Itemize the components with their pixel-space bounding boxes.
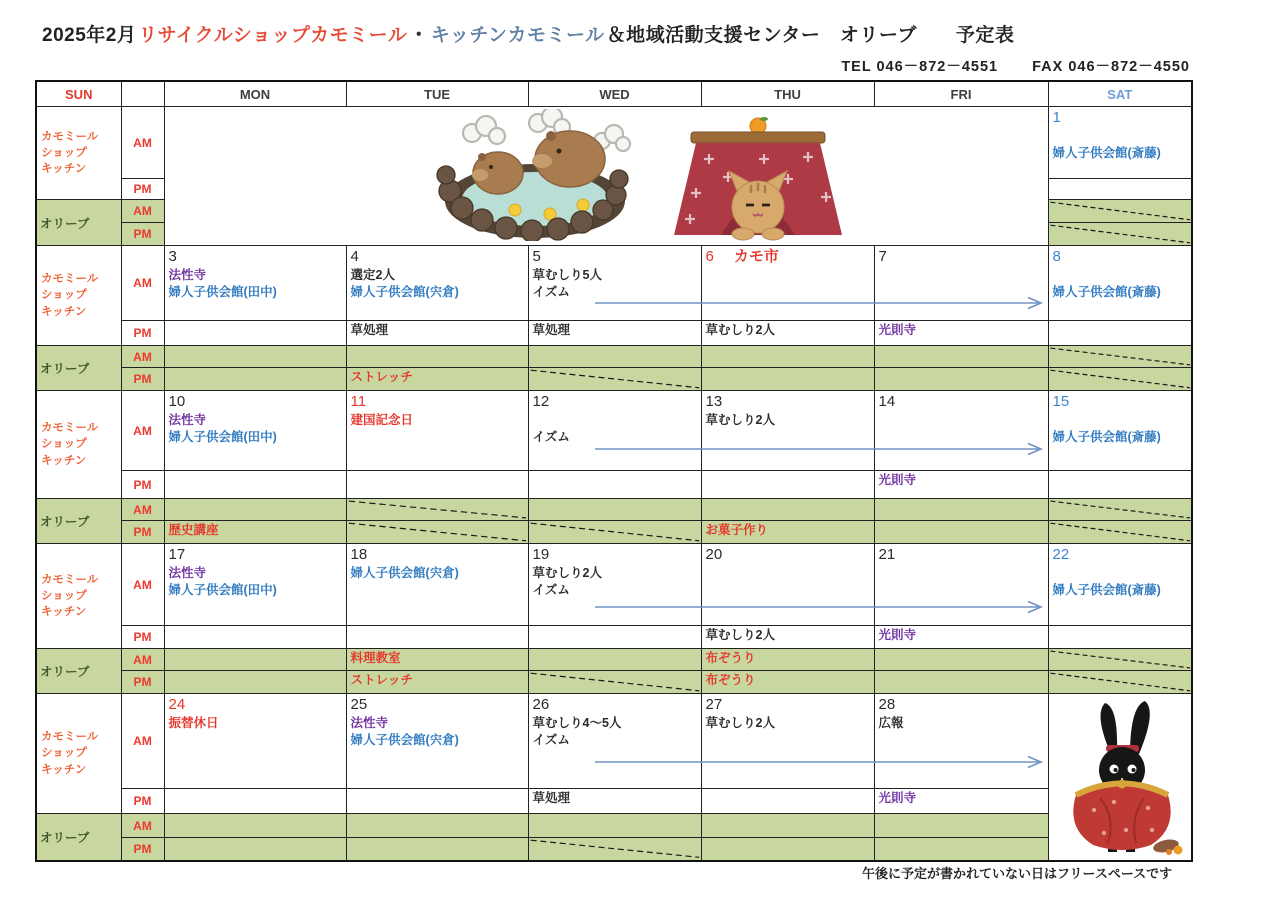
group-label-line: ショップ (41, 747, 87, 760)
group-label-kamomile (36, 246, 121, 346)
date-row (533, 247, 697, 267)
cell-wed-am (528, 544, 701, 626)
cell-wed-pm (528, 321, 701, 346)
olive-cell-sat-am (1048, 200, 1192, 223)
date-number: 14 (878, 393, 896, 410)
cell-tue-am (346, 544, 528, 626)
olive-cell-fri-am (874, 499, 1048, 521)
group-label-line: キッチン (41, 163, 87, 176)
cell-thu-pm (701, 321, 874, 346)
crossed-out-lines (1049, 671, 1192, 693)
crossed-out-lines (1049, 223, 1192, 245)
cell-tue-am (346, 246, 528, 321)
olive-cell-sat-am (1048, 499, 1192, 521)
title-separator: ・ (409, 25, 429, 46)
olive-cell-thu-pm (701, 838, 874, 861)
am-label: AM (121, 544, 164, 626)
event-line: 婦人子供会館(斎藤) (1052, 284, 1161, 299)
event-line: 法性寺 (168, 268, 207, 282)
week4-am-row (36, 544, 1192, 626)
am-label: AM (121, 246, 164, 321)
event-line: 振替休日 (168, 716, 219, 730)
olive-cell-fri-pm (874, 838, 1048, 861)
olive-cell-fri-am (874, 649, 1048, 671)
cell-wed-pm (528, 471, 701, 499)
pm-label: PM (121, 626, 164, 649)
olive-cell-mon-pm (164, 521, 346, 544)
crossed-out-lines (1049, 521, 1192, 543)
cell-fri-pm (874, 471, 1048, 499)
cell-tue-pm (346, 626, 528, 649)
group-label-line: カモミール (41, 422, 99, 435)
group-label-line: ショップ (41, 589, 87, 602)
olive-cell-mon-am (164, 649, 346, 671)
crossed-out-lines (1049, 499, 1192, 520)
event-line (1053, 565, 1188, 582)
day-header-tue: TUE (346, 81, 528, 107)
footer-note: 午後に予定が書かれていない日はフリースペースです (862, 866, 1173, 881)
event-line: 草むしり5人 (532, 268, 602, 282)
am-label: AM (121, 391, 164, 471)
date-row (706, 545, 870, 565)
calendar-area (35, 80, 1193, 862)
olive-pm-label: PM (121, 838, 164, 861)
event-line: 婦人子供会館(斎藤) (1052, 145, 1161, 160)
olive-pm-label: PM (121, 223, 164, 246)
event-line: 婦人子供会館(斎藤) (1052, 582, 1161, 597)
olive-event-line: ストレッチ (350, 673, 413, 687)
olive-am-label: AM (121, 649, 164, 671)
contact-line (841, 55, 1190, 76)
date-row (533, 545, 697, 565)
date-row (169, 695, 342, 715)
rabbit-illustration (1056, 698, 1186, 856)
olive-cell-sat-am (1048, 649, 1192, 671)
date-number: 22 (1052, 546, 1070, 563)
olive-cell-tue-am (346, 499, 528, 521)
olive-cell-wed-pm (528, 368, 701, 391)
olive-cell-thu-am (701, 499, 874, 521)
cell-fri-pm (874, 789, 1048, 814)
olive-am-label: AM (121, 346, 164, 368)
olive-cell-mon-pm (164, 368, 346, 391)
cell-fri-am (874, 544, 1048, 626)
date-row (879, 545, 1044, 565)
cell-sat-am (1048, 107, 1192, 179)
event-line: 草むしり2人 (705, 716, 775, 730)
event-line: 草処理 (532, 323, 571, 337)
event-line (1053, 412, 1188, 429)
event-line: 光則寺 (878, 473, 917, 487)
date-row (706, 695, 870, 715)
date-row (169, 545, 342, 565)
event-line: 婦人子供会館(宍倉) (350, 732, 459, 747)
date-row (1053, 392, 1188, 412)
olive-cell-sat-pm (1048, 368, 1192, 391)
cell-wed-am (528, 391, 701, 471)
group-label-kamomile (36, 694, 121, 814)
date-number: 26 (532, 696, 550, 713)
olive-am-label: AM (121, 814, 164, 838)
week2-pm-row (36, 321, 1192, 346)
rabbit-image-cell (1048, 694, 1192, 861)
olive-cell-tue-am (346, 346, 528, 368)
event-line: 婦人子供会館(田中) (168, 284, 277, 299)
day-header-sun: SUN (36, 81, 121, 107)
event-line (1053, 128, 1188, 145)
olive-event-line: 料理教室 (350, 651, 401, 665)
group-label-olive: オリーブ (36, 649, 121, 694)
cell-tue-pm (346, 789, 528, 814)
olive-event-line: 布ぞうり (705, 651, 756, 665)
date-row (879, 392, 1044, 412)
event-line: 草処理 (350, 323, 389, 337)
group-label-kamomile (36, 544, 121, 649)
week5-olive-am-row (36, 814, 1192, 838)
olive-am-label: AM (121, 200, 164, 223)
olive-cell-tue-am (346, 814, 528, 838)
group-label-line: キッチン (41, 763, 87, 776)
event-line: 婦人子供会館(斎藤) (1052, 429, 1161, 444)
date-number: 11 (350, 393, 367, 410)
week3-olive-pm-row (36, 521, 1192, 544)
week1-am-row (36, 107, 1192, 179)
date-row (533, 392, 697, 412)
group-label-kamomile (36, 391, 121, 499)
crossed-out-lines (1049, 346, 1192, 367)
tel-number: TEL 046－872－4551 (841, 59, 999, 75)
event-line: 建国記念日 (350, 413, 414, 427)
cell-fri-pm (874, 321, 1048, 346)
crossed-out-lines (529, 368, 701, 390)
date-row (169, 392, 342, 412)
cell-tue-pm (346, 321, 528, 346)
pm-label: PM (121, 321, 164, 346)
group-label-line: ショップ (41, 146, 87, 159)
day-header-spacer (121, 81, 164, 107)
cell-fri-am (874, 694, 1048, 789)
event-line: 光則寺 (878, 791, 917, 805)
event-line: イズム (532, 284, 570, 299)
cell-thu-am (701, 246, 874, 321)
olive-cell-mon-am (164, 814, 346, 838)
date-number: 4 (350, 248, 359, 265)
event-line: イズム (532, 732, 570, 747)
olive-cell-mon-am (164, 499, 346, 521)
crossed-out-lines (529, 671, 701, 693)
pm-label: PM (121, 789, 164, 814)
event-line: 婦人子供会館(宍倉) (350, 566, 459, 580)
event-line: 法性寺 (168, 413, 207, 427)
week4-olive-pm-row (36, 671, 1192, 694)
crossed-out-lines (1049, 200, 1192, 222)
cell-mon-am (164, 246, 346, 321)
date-row (1053, 108, 1188, 128)
group-label-olive: オリーブ (36, 499, 121, 544)
olive-cell-tue-pm (346, 368, 528, 391)
day-header-fri: FRI (874, 81, 1048, 107)
week1-weekday-images-cell (164, 107, 1048, 246)
cell-mon-am (164, 544, 346, 626)
date-number: 5 (532, 248, 541, 265)
olive-cell-fri-am (874, 346, 1048, 368)
cell-fri-am (874, 246, 1048, 321)
olive-pm-label: PM (121, 671, 164, 694)
date-number: 19 (532, 546, 550, 563)
cell-sat-pm (1048, 626, 1192, 649)
olive-cell-sat-pm (1048, 521, 1192, 544)
pm-label: PM (121, 471, 164, 499)
cell-sat-am (1048, 391, 1192, 471)
olive-cell-wed-am (528, 499, 701, 521)
group-label-line: キッチン (41, 454, 87, 467)
week3-pm-row (36, 471, 1192, 499)
week3-olive-am-row (36, 499, 1192, 521)
event-line: 光則寺 (878, 323, 917, 337)
cell-mon-pm (164, 321, 346, 346)
date-number: 12 (532, 393, 550, 410)
group-label-line: キッチン (41, 305, 87, 318)
event-line: 選定2人 (350, 268, 395, 282)
olive-cell-wed-pm (528, 521, 701, 544)
date-number: 1 (1052, 109, 1061, 126)
cell-wed-am (528, 246, 701, 321)
day-header-wed: WED (528, 81, 701, 107)
olive-cell-mon-pm (164, 838, 346, 861)
date-row (879, 695, 1044, 715)
cell-sat-am (1048, 544, 1192, 626)
cell-mon-am (164, 391, 346, 471)
event-line: イズム (532, 582, 570, 597)
cell-mon-am (164, 694, 346, 789)
olive-cell-tue-pm (346, 521, 528, 544)
week2-olive-pm-row (36, 368, 1192, 391)
event-line: 草むしり4～5人 (532, 716, 622, 730)
group-label-line: ショップ (41, 289, 87, 302)
date-number: 13 (705, 393, 723, 410)
date-number: 7 (878, 248, 887, 265)
olive-cell-sat-am (1048, 346, 1192, 368)
cell-wed-pm (528, 789, 701, 814)
olive-pm-label: PM (121, 521, 164, 544)
page-title (42, 20, 1016, 47)
date-number: 21 (878, 546, 896, 563)
olive-cell-wed-am (528, 346, 701, 368)
cell-wed-am (528, 694, 701, 789)
event-line: 法性寺 (168, 566, 207, 580)
date-number: 28 (878, 696, 896, 713)
olive-event-line: 布ぞうり (705, 673, 756, 687)
week2-am-row (36, 246, 1192, 321)
crossed-out-lines (529, 521, 701, 543)
event-line: 婦人子供会館(宍倉) (350, 284, 459, 299)
week3-am-row (36, 391, 1192, 471)
group-label-olive: オリーブ (36, 200, 121, 246)
cell-sat-pm (1048, 471, 1192, 499)
event-line: 法性寺 (350, 716, 389, 730)
olive-cell-sat-pm (1048, 223, 1192, 246)
week2-olive-am-row (36, 346, 1192, 368)
olive-cell-fri-pm (874, 368, 1048, 391)
olive-cell-thu-am (701, 649, 874, 671)
date-row (533, 695, 697, 715)
cell-fri-pm (874, 626, 1048, 649)
date-row (706, 392, 870, 412)
week5-pm-row (36, 789, 1192, 814)
group-label-line: ショップ (41, 438, 87, 451)
crossed-out-lines (1049, 368, 1192, 390)
date-number: 20 (705, 546, 723, 563)
cell-thu-pm (701, 789, 874, 814)
group-label-line: カモミール (41, 130, 99, 143)
olive-cell-wed-pm (528, 671, 701, 694)
header-row (36, 81, 1192, 107)
date-row (351, 695, 524, 715)
day-header-sat: SAT (1048, 81, 1192, 107)
olive-cell-mon-pm (164, 671, 346, 694)
cell-tue-pm (346, 471, 528, 499)
schedule-table (35, 80, 1193, 862)
week5-olive-pm-row (36, 838, 1192, 861)
olive-event-line: 歴史講座 (168, 523, 219, 537)
cell-sat-pm (1048, 321, 1192, 346)
olive-cell-tue-pm (346, 838, 528, 861)
cell-tue-am (346, 694, 528, 789)
date-number: 3 (168, 248, 177, 265)
cell-mon-pm (164, 789, 346, 814)
cell-thu-am (701, 694, 874, 789)
title-rest: ＆地域活動支援センター オリーブ 予定表 (606, 25, 1015, 46)
olive-cell-thu-pm (701, 521, 874, 544)
group-label-line: キッチン (41, 606, 87, 619)
date-number: 17 (168, 546, 186, 563)
group-label-olive: オリーブ (36, 814, 121, 861)
olive-cell-fri-pm (874, 521, 1048, 544)
cell-mon-pm (164, 471, 346, 499)
olive-cell-thu-am (701, 346, 874, 368)
group-label-kamomile (36, 107, 121, 200)
olive-event-line: ストレッチ (350, 370, 413, 384)
day-header-mon: MON (164, 81, 346, 107)
date-row (706, 247, 870, 267)
olive-cell-thu-pm (701, 671, 874, 694)
date-number: 6 (705, 248, 714, 265)
crossed-out-lines (347, 499, 528, 520)
event-line: 草むしり2人 (705, 413, 775, 427)
date-row (351, 247, 524, 267)
week4-pm-row (36, 626, 1192, 649)
date-row (879, 247, 1044, 267)
olive-cell-mon-am (164, 346, 346, 368)
olive-cell-fri-am (874, 814, 1048, 838)
title-month: 2025年2月 (42, 25, 137, 46)
olive-am-label: AM (121, 499, 164, 521)
day-header-thu: THU (701, 81, 874, 107)
cell-mon-pm (164, 626, 346, 649)
group-label-line: カモミール (41, 731, 99, 744)
date-row (1053, 247, 1188, 267)
olive-cell-thu-pm (701, 368, 874, 391)
cell-fri-am (874, 391, 1048, 471)
fax-number: FAX 046－872－4550 (1032, 59, 1190, 75)
pm-label: PM (121, 179, 164, 200)
event-line: 草むしり2人 (705, 323, 775, 337)
date-row (351, 545, 524, 565)
date-row (169, 247, 342, 267)
event-line (1053, 267, 1188, 284)
olive-pm-label: PM (121, 368, 164, 391)
group-label-line: カモミール (41, 573, 99, 586)
event-line (533, 412, 697, 429)
group-label-olive: オリーブ (36, 346, 121, 391)
event-line: 草むしり2人 (532, 566, 602, 580)
group-label-line: カモミール (41, 273, 99, 286)
cell-thu-pm (701, 471, 874, 499)
cell-sat-pm (1048, 179, 1192, 200)
kotatsu-cat-illustration (663, 115, 853, 243)
date-number: 18 (350, 546, 368, 563)
week4-olive-am-row (36, 649, 1192, 671)
date-number: 24 (168, 696, 186, 713)
olive-cell-wed-pm (528, 838, 701, 861)
cell-sat-am (1048, 246, 1192, 321)
date-number: 10 (168, 393, 186, 410)
date-number: 27 (705, 696, 723, 713)
date-row (351, 392, 524, 412)
crossed-out-lines (347, 521, 528, 543)
capybara-onsen-illustration (420, 109, 655, 241)
cell-thu-pm (701, 626, 874, 649)
olive-cell-thu-am (701, 814, 874, 838)
olive-cell-wed-am (528, 649, 701, 671)
olive-event-line: お菓子作り (705, 523, 769, 537)
am-label: AM (121, 107, 164, 179)
event-line: イズム (532, 429, 570, 444)
olive-cell-tue-am (346, 649, 528, 671)
event-line: 光則寺 (878, 628, 917, 642)
event-line: 広報 (878, 716, 904, 730)
event-line: 婦人子供会館(田中) (168, 582, 277, 597)
title-kitchen-name: キッチンカモミール (430, 25, 605, 46)
date-row (1053, 545, 1188, 565)
cell-wed-pm (528, 626, 701, 649)
crossed-out-lines (529, 838, 701, 860)
date-number: 15 (1052, 393, 1070, 410)
am-label: AM (121, 694, 164, 789)
olive-cell-tue-pm (346, 671, 528, 694)
date-number: 8 (1052, 248, 1061, 265)
event-line: 婦人子供会館(田中) (168, 429, 277, 444)
event-line: 草むしり2人 (705, 628, 775, 642)
event-line: 草処理 (532, 791, 571, 805)
cell-thu-am (701, 391, 874, 471)
date-number: 25 (350, 696, 368, 713)
cell-tue-am (346, 391, 528, 471)
date-note: カモ市 (733, 248, 779, 265)
title-shop-name: リサイクルショップカモミール (138, 25, 408, 46)
olive-cell-wed-am (528, 814, 701, 838)
week5-am-row (36, 694, 1192, 789)
cell-thu-am (701, 544, 874, 626)
olive-cell-sat-pm (1048, 671, 1192, 694)
olive-cell-fri-pm (874, 671, 1048, 694)
crossed-out-lines (1049, 649, 1192, 670)
